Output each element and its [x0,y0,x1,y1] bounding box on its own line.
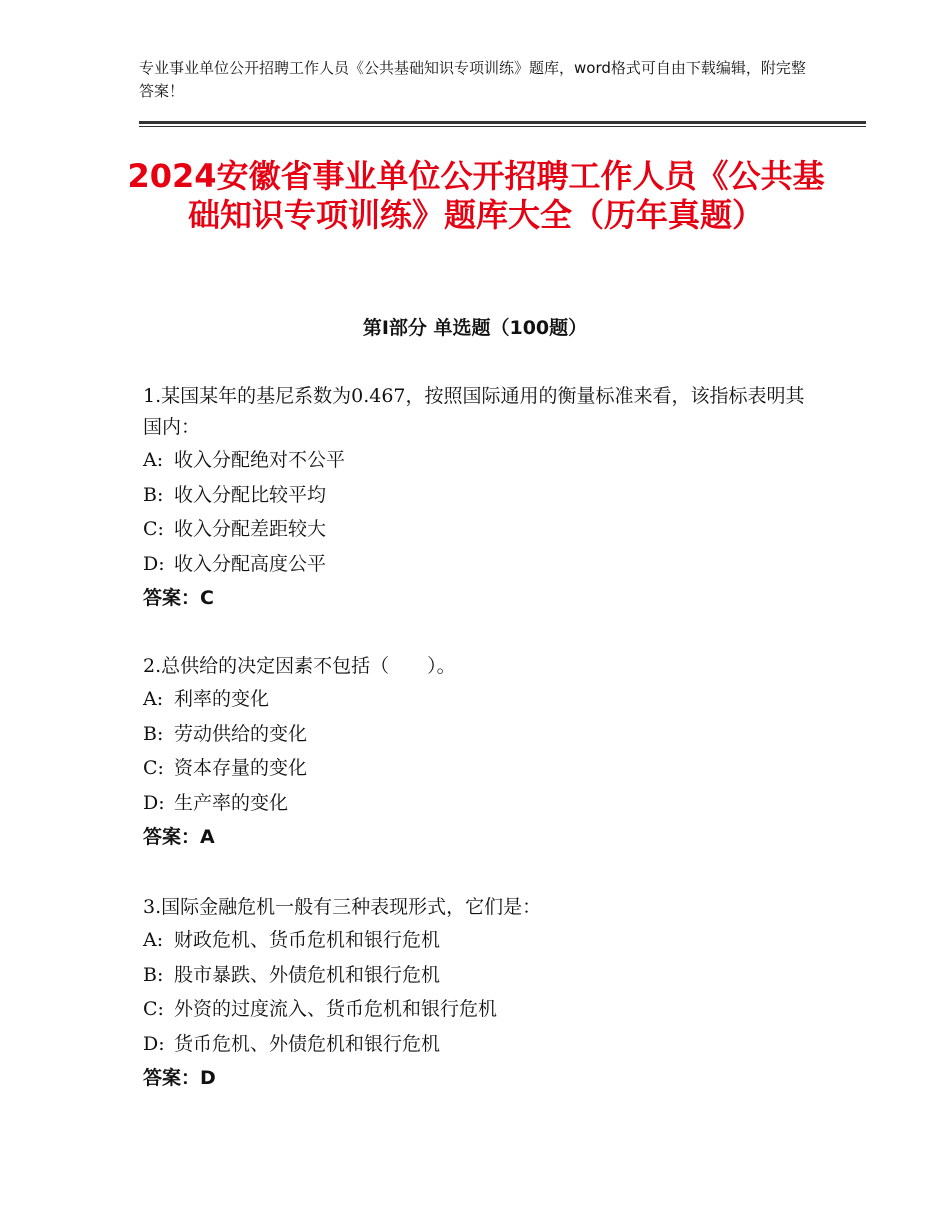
option-text: 外资的过度流入、货币危机和银行危机 [174,998,498,1020]
option-text: 生产率的变化 [174,791,289,814]
document-title: 2024安徽省事业单位公开招聘工作人员《公共基础知识专项训练》题库大全（历年真题） [127,157,825,234]
option-letter: D: [143,552,165,575]
option-text: 收入分配高度公平 [174,552,327,575]
option-d [143,1027,823,1062]
option-letter: A: [143,688,164,710]
question-stem: 1.某国某年的基尼系数为0.467，按照国际通用的衡量标准来看，该指标表明其国内： [143,385,805,438]
option-text: 利率的变化 [174,688,270,710]
option-c [143,512,823,547]
header-divider-thin [139,126,866,127]
option-letter: A: [143,449,164,471]
option-letter: B: [143,483,164,506]
option-text: 资本存量的变化 [174,757,308,779]
question-2 [143,651,823,855]
option-b [143,478,823,513]
option-c [143,992,823,1027]
option-text: 收入分配绝对不公平 [174,449,346,471]
option-letter: A: [143,929,164,951]
option-letter: C: [143,757,164,779]
option-letter: D: [143,791,165,814]
question-stem: 3.国际金融危机一般有三种表现形式，它们是： [143,896,542,918]
option-letter: B: [143,963,164,986]
option-b [143,958,823,993]
document-header-note: 专业事业单位公开招聘工作人员《公共基础知识专项训练》题库，word格式可自由下载编辑，附完整答案！ [139,59,806,100]
answer-label: 答案：D [143,1067,216,1089]
option-a [143,443,823,478]
option-b [143,717,823,752]
option-c [143,751,823,786]
option-text: 货币危机、外债危机和银行危机 [174,1032,441,1055]
option-letter: D: [143,1032,165,1055]
option-letter: B: [143,722,164,745]
option-a [143,682,823,717]
question-1 [143,381,823,616]
option-letter: C: [143,998,164,1020]
option-text: 股市暴跌、外债危机和银行危机 [174,963,441,986]
option-letter: C: [143,518,164,540]
question-stem: 2.总供给的决定因素不包括（ ）。 [143,655,456,677]
option-text: 收入分配比较平均 [174,483,327,506]
section-heading: 第I部分 单选题（100题） [362,317,588,339]
option-d [143,547,823,582]
option-text: 劳动供给的变化 [174,722,308,745]
option-a [143,923,823,958]
option-text: 财政危机、货币危机和银行危机 [174,929,441,951]
answer-label: 答案：C [143,587,214,609]
option-text: 收入分配差距较大 [174,518,327,540]
answer-label: 答案：A [143,826,215,848]
question-3 [143,892,823,1096]
option-d [143,786,823,821]
header-divider-thick [139,121,866,124]
